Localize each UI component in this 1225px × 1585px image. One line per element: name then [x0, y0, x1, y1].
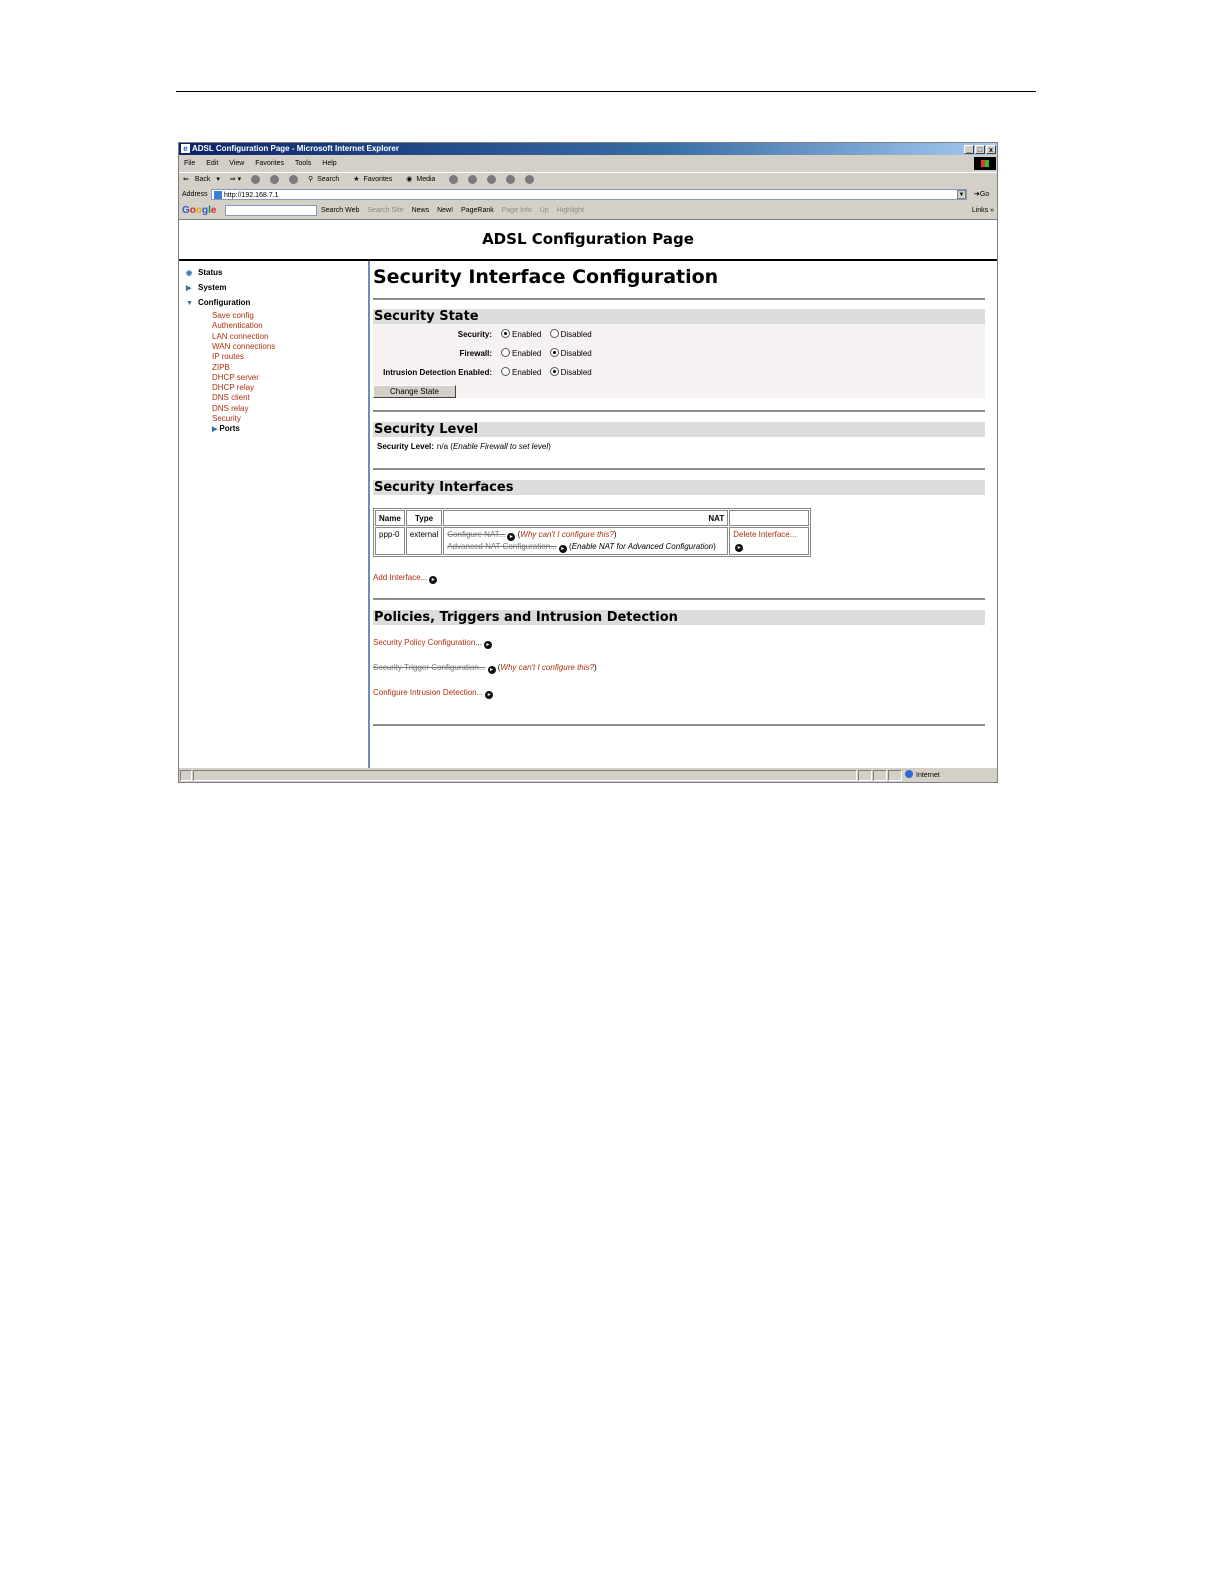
- status-bar: [179, 769, 997, 782]
- security-state-section: [373, 309, 985, 399]
- why-cant-configure-link[interactable]: Why can't I configure this?: [500, 663, 594, 672]
- radio-button[interactable]: [550, 329, 559, 338]
- home-icon[interactable]: [289, 175, 298, 184]
- sidebar-subitem[interactable]: WAN connections: [212, 341, 276, 351]
- google-toolbar: [179, 203, 997, 218]
- intrusion-detection-label: Intrusion Detection Enabled:: [383, 368, 492, 377]
- radio-button[interactable]: [501, 329, 510, 338]
- arrow-right-icon: ▸: [488, 666, 496, 674]
- sidebar-item-status[interactable]: ◉ Status: [186, 268, 223, 277]
- intrusion-disabled-radio[interactable]: Disabled: [550, 368, 592, 377]
- policies-heading: Policies, Triggers and Intrusion Detection: [374, 610, 678, 625]
- security-level-row: Security Level: n/a (Enable Firewall to set level): [377, 442, 551, 451]
- sidebar-subitem[interactable]: Security: [212, 414, 241, 423]
- status-bullet-icon: ◉: [186, 270, 193, 277]
- page-viewport: [179, 219, 997, 768]
- google-toolbar-item[interactable]: Search Site: [367, 207, 404, 214]
- page-status-icon: [180, 770, 192, 781]
- change-state-button[interactable]: Change State: [373, 385, 456, 398]
- mail-icon[interactable]: [468, 175, 477, 184]
- sidebar-subitem[interactable]: LAN connection: [212, 331, 269, 341]
- links-button[interactable]: Links »: [971, 207, 994, 214]
- firewall-enabled-radio[interactable]: Enabled: [501, 349, 541, 358]
- intrusion-detection-row: [373, 367, 985, 379]
- page-icon: [214, 191, 222, 199]
- section-heading-bar: [373, 309, 985, 324]
- configure-intrusion-link[interactable]: Configure Intrusion Detection...: [373, 688, 484, 697]
- media-button[interactable]: ◉ Media: [406, 176, 436, 183]
- print-icon[interactable]: [487, 175, 496, 184]
- security-zone: Internet: [905, 769, 940, 782]
- divider: [373, 598, 985, 600]
- address-input[interactable]: http://192.168.7.1: [211, 189, 967, 200]
- divider: [373, 468, 985, 470]
- main-content: [373, 261, 985, 768]
- menu-bar: [179, 157, 997, 170]
- radio-button[interactable]: [501, 348, 510, 357]
- intrusion-row: [373, 687, 493, 699]
- refresh-icon[interactable]: [270, 175, 279, 184]
- security-state-heading: Security State: [374, 309, 479, 324]
- configure-nat-link: Configure NAT...: [447, 530, 506, 539]
- sidebar-subitem[interactable]: DNS client: [212, 393, 250, 403]
- maximize-button[interactable]: □: [975, 145, 985, 154]
- menu-favorites[interactable]: Favorites: [255, 160, 285, 167]
- security-disabled-radio[interactable]: Disabled: [550, 330, 592, 339]
- sidebar-subitem[interactable]: DHCP relay: [212, 383, 255, 393]
- radio-button[interactable]: [501, 367, 510, 376]
- internet-globe-icon: [905, 770, 913, 778]
- arrow-right-icon: ▸: [484, 641, 492, 649]
- history-icon[interactable]: [449, 175, 458, 184]
- radio-button[interactable]: [550, 367, 559, 376]
- table-header-row: [375, 510, 809, 526]
- column-header-name: Name: [375, 510, 405, 526]
- intrusion-enabled-radio[interactable]: Enabled: [501, 368, 541, 377]
- google-toolbar-items: [321, 203, 592, 218]
- window-title: ADSL Configuration Page - Microsoft Internet Explorer: [192, 144, 399, 153]
- security-level-value: n/a: [436, 442, 449, 451]
- expand-arrow-icon: ▶: [212, 426, 218, 433]
- back-button[interactable]: ⇐ Back ▾: [183, 176, 220, 183]
- delete-interface-link[interactable]: Delete Interface...: [733, 530, 797, 539]
- google-toolbar-item[interactable]: Page Info: [501, 207, 532, 214]
- interface-nat-cell: Configure NAT... ▸ (Why can't I configure this?) Advanced NAT Configuration... ▸ (Enable NAT for Advanced Configuration): [443, 527, 728, 555]
- discuss-icon[interactable]: [525, 175, 534, 184]
- firewall-disabled-radio[interactable]: Disabled: [550, 349, 592, 358]
- divider: [373, 724, 985, 726]
- sidebar-item-system[interactable]: ▶ System: [186, 283, 227, 292]
- title-bar: [179, 143, 997, 155]
- security-state-form: [373, 324, 985, 398]
- interface-type: external: [406, 527, 442, 555]
- interface-actions-cell: [729, 527, 809, 555]
- sidebar-item-ports[interactable]: ▶ Ports: [212, 424, 240, 433]
- ie-icon: e: [181, 144, 190, 153]
- document-top-rule: [176, 91, 1036, 92]
- go-button[interactable]: ➜Go: [974, 191, 990, 198]
- trigger-row: Security Trigger Configuration... ▸ (Why can't I configure this?): [373, 663, 597, 673]
- sidebar-subitem[interactable]: Save config: [212, 311, 254, 320]
- column-header-nat: NAT: [443, 510, 728, 526]
- security-level-label: Security Level:: [377, 442, 434, 451]
- menu-help[interactable]: Help: [322, 160, 337, 167]
- column-header-actions: [729, 510, 809, 526]
- firewall-label: Firewall:: [459, 349, 492, 358]
- sidebar-item-configuration[interactable]: ▼ Configuration: [186, 298, 251, 307]
- column-header-type: Type: [406, 510, 442, 526]
- close-button[interactable]: x: [986, 145, 996, 154]
- status-pane: [873, 770, 887, 781]
- security-trigger-link: Security Trigger Configuration...: [373, 663, 486, 672]
- add-interface-link[interactable]: Add Interface...: [373, 573, 428, 582]
- sidebar-subitem[interactable]: DNS relay: [212, 403, 249, 413]
- search-button[interactable]: ⚲ Search: [307, 176, 340, 183]
- page-header: [179, 220, 997, 261]
- arrow-right-icon: ▸: [735, 544, 743, 552]
- browser-window: [178, 142, 998, 783]
- forward-button[interactable]: ⇒ ▾: [229, 176, 242, 183]
- interfaces-table: [373, 508, 811, 557]
- google-logo[interactable]: Google: [182, 205, 217, 216]
- menu-edit[interactable]: Edit: [206, 160, 219, 167]
- google-toolbar-item[interactable]: PageRank: [461, 207, 494, 214]
- add-interface-row: [373, 572, 437, 584]
- favorites-button[interactable]: ★ Favorites: [353, 176, 393, 183]
- menu-file[interactable]: File: [184, 160, 196, 167]
- table-row: [375, 527, 809, 555]
- sidebar-subitem[interactable]: DHCP server: [212, 372, 259, 382]
- google-toolbar-item[interactable]: Up: [539, 207, 549, 214]
- sidebar: [179, 261, 370, 768]
- arrow-right-icon: ▸: [485, 691, 493, 699]
- menu-view[interactable]: View: [229, 160, 245, 167]
- address-dropdown-icon[interactable]: ▼: [958, 192, 965, 198]
- minimize-button[interactable]: _: [964, 145, 974, 154]
- google-search-input[interactable]: [225, 205, 317, 216]
- section-heading-bar: [373, 422, 985, 437]
- advanced-nat-link: Advanced NAT Configuration...: [447, 542, 557, 551]
- status-pane: [858, 770, 872, 781]
- status-pane: [888, 770, 902, 781]
- security-level-heading: Security Level: [374, 422, 479, 437]
- expand-arrow-icon: ▶: [186, 285, 192, 292]
- page-title: Security Interface Configuration: [373, 266, 719, 288]
- stop-icon[interactable]: [251, 175, 260, 184]
- page-header-title: ADSL Configuration Page: [482, 230, 694, 248]
- arrow-right-icon: ▸: [507, 533, 515, 541]
- sidebar-subitem[interactable]: IP routes: [212, 352, 244, 362]
- security-enabled-radio[interactable]: Enabled: [501, 330, 541, 339]
- collapse-arrow-icon: ▼: [186, 300, 193, 307]
- window-controls: [963, 144, 996, 156]
- standard-toolbar: [179, 172, 997, 187]
- edit-icon[interactable]: [506, 175, 515, 184]
- divider: [373, 298, 985, 300]
- interface-name: ppp-0: [375, 527, 405, 555]
- security-interfaces-heading: Security Interfaces: [374, 480, 514, 495]
- security-level-note: Enable Firewall to set level: [452, 442, 549, 451]
- security-row: [373, 329, 985, 341]
- sidebar-subitem[interactable]: ZIPB: [212, 362, 230, 372]
- firewall-row: [373, 348, 985, 360]
- windows-logo-icon: [974, 157, 996, 170]
- arrow-right-icon: ▸: [559, 545, 567, 553]
- sidebar-subitem[interactable]: Authentication: [212, 321, 263, 331]
- divider: [373, 410, 985, 412]
- security-policy-link[interactable]: Security Policy Configuration...: [373, 638, 482, 647]
- menu-tools[interactable]: Tools: [295, 160, 312, 167]
- arrow-right-icon: ▸: [429, 576, 437, 584]
- section-heading-bar: [373, 480, 985, 495]
- radio-button[interactable]: [550, 348, 559, 357]
- google-toolbar-item[interactable]: News: [411, 207, 430, 214]
- google-toolbar-item[interactable]: Highlight: [556, 207, 584, 214]
- status-text-pane: [193, 770, 857, 781]
- security-label: Security:: [457, 330, 492, 339]
- google-toolbar-item[interactable]: Search Web: [321, 207, 360, 214]
- address-label: Address: [182, 191, 208, 198]
- section-heading-bar: [373, 610, 985, 625]
- address-bar: [179, 188, 997, 202]
- why-cant-configure-link[interactable]: Why can't I configure this?: [520, 530, 614, 539]
- advanced-nat-note: Enable NAT for Advanced Configuration: [571, 542, 714, 551]
- google-toolbar-item[interactable]: New!: [437, 207, 454, 214]
- policy-row: [373, 637, 492, 649]
